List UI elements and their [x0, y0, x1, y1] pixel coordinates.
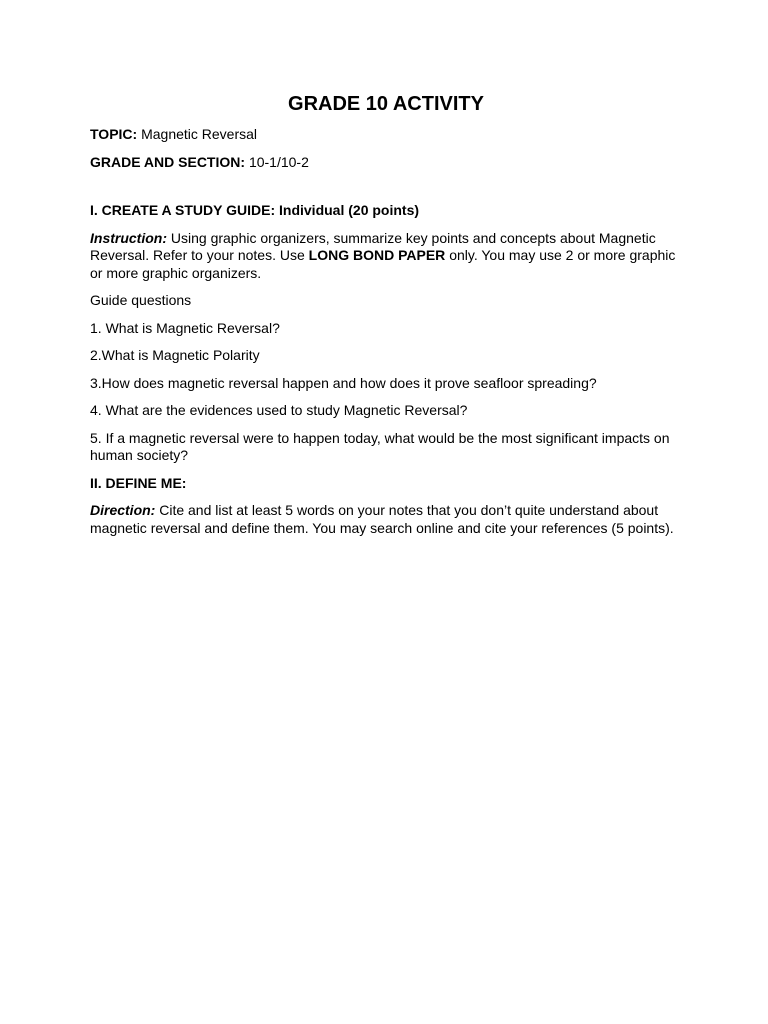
grade-section-line: [90, 154, 680, 172]
instruction-paragraph: [90, 230, 680, 283]
spacer: [90, 181, 680, 202]
instruction-text-1: Using graphic organizers, summarize key points and concepts about Magnetic Reversal. Refer to your notes. Use: [90, 229, 656, 263]
grade-section-value: 10-1/10-2: [248, 153, 309, 170]
topic-label: TOPIC:: [90, 126, 138, 142]
direction-text: Cite and list at least 5 words on your notes that you don’t quite understand about magnetic reversal and define them. You may search online and cite your references (5 points).: [90, 502, 674, 536]
question-item: 4. What are the evidences used to study Magnetic Reversal?: [90, 402, 468, 418]
instruction-bold-text: LONG BOND PAPER: [308, 247, 446, 263]
guide-questions-label: Guide questions: [90, 292, 192, 308]
page-title: GRADE 10 ACTIVITY: [288, 93, 484, 115]
section1-heading: I. CREATE A STUDY GUIDE: Individual (20 points): [90, 202, 420, 218]
question-item: 3.How does magnetic reversal happen and how does it prove seafloor spreading?: [90, 374, 597, 391]
grade-section-label: GRADE AND SECTION:: [90, 153, 246, 170]
instruction-label: Instruction:: [90, 229, 167, 246]
question-item: 5. If a magnetic reversal were to happen today, what would be the most significant impacts on human society?: [90, 429, 670, 463]
question-item: 1. What is Magnetic Reversal?: [90, 319, 280, 336]
direction-label: Direction:: [90, 502, 156, 518]
topic-value: Magnetic Reversal: [141, 126, 258, 142]
topic-line: [90, 126, 680, 144]
section2-heading: II. DEFINE ME:: [90, 474, 187, 491]
question-item: 2.What is Magnetic Polarity: [90, 347, 260, 363]
direction-paragraph: [90, 502, 680, 537]
instruction-text-2: only. You may use 2 or more graphic or more graphic organizers.: [90, 247, 676, 281]
document-body: [90, 92, 680, 547]
